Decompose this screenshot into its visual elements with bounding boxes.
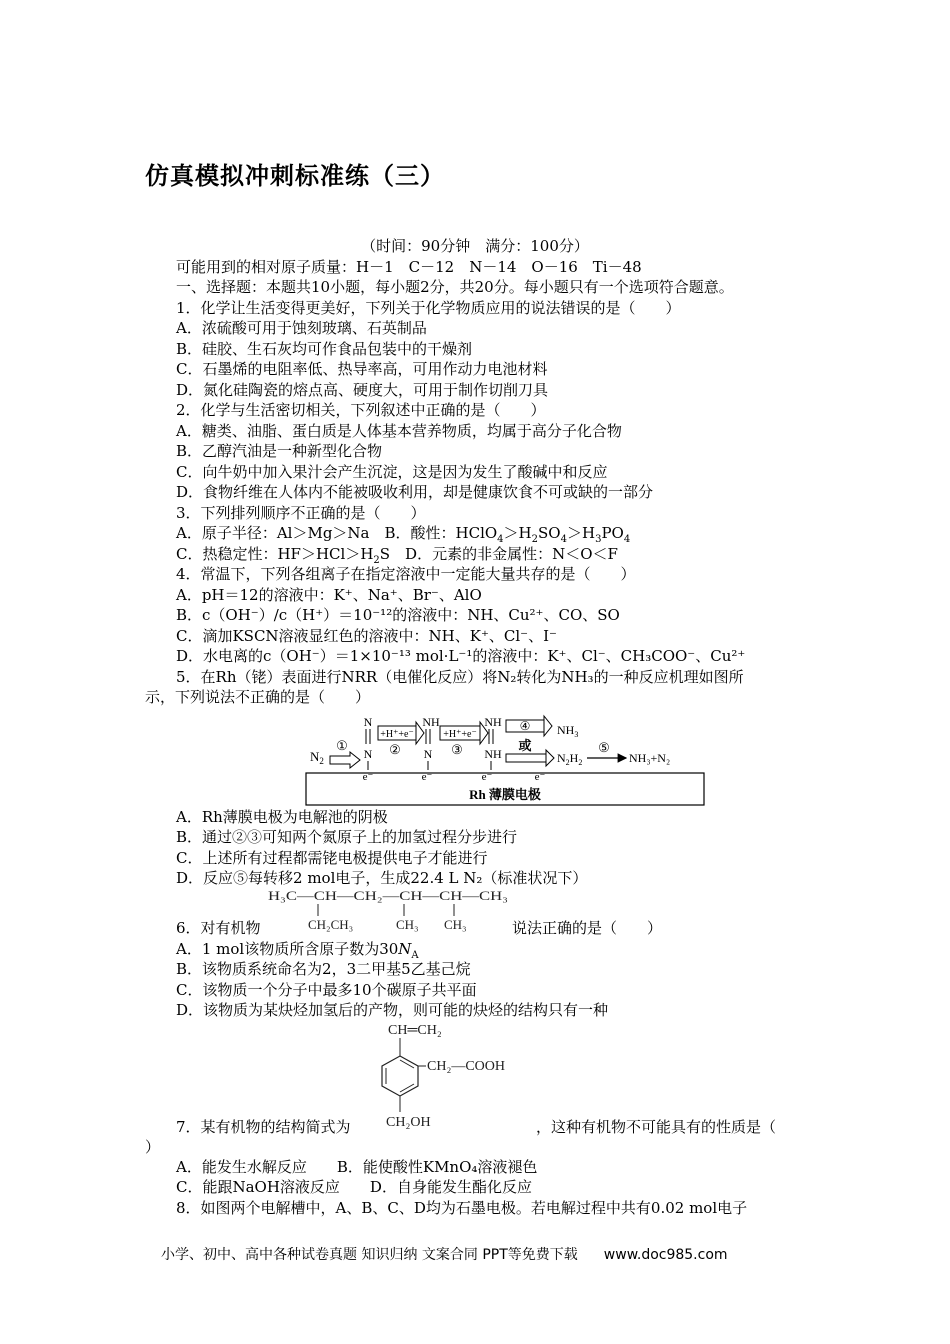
footer-text: 小学、初中、高中各种试卷真题 知识归纳 文案合同 PPT等免费下载 — [161, 1247, 578, 1263]
q7-hydroxymethyl-group: CH₂OH — [386, 1115, 431, 1130]
q6-branch-ethyl: CH₂CH₃ — [308, 917, 354, 932]
q3-stem: 3．下列排列顺序不正确的是（ ） — [176, 504, 426, 522]
atomic-mass-line: 可能用到的相对原子质量：H－1 C－12 N－14 O－16 Ti－48 — [176, 258, 642, 276]
footer — [161, 1244, 728, 1264]
q7-stem-wrap: ） — [145, 1138, 161, 1156]
q5-option-d: D．反应⑤每转移2 mol电子，生成22.4 L N₂（标准状况下） — [176, 869, 588, 887]
q6-main-chain: H₃C—CH—CH₂—CH—CH—CH₃ — [268, 888, 508, 903]
atom-nh: NH — [484, 747, 502, 761]
q7-options-cd: C．能跟NaOH溶液反应 D．自身能发生酯化反应 — [176, 1178, 532, 1196]
page-title: 仿真模拟冲刺标准练（三） — [145, 162, 445, 190]
q6-option-b: B．该物质系统命名为2，3二甲基5乙基己烷 — [176, 960, 471, 978]
q7-stem-pre: 7．某有机物的结构简式为 — [176, 1118, 351, 1136]
q7-acetic-acid-group: CH₂—COOH — [427, 1059, 505, 1074]
q1-option-c: C．石墨烯的电阻率低、热导率高，可用作动力电池材料 — [176, 360, 548, 378]
q6-stem-post: 说法正确的是（ ） — [512, 919, 663, 937]
h-plus-label: +H⁺+e⁻ — [380, 729, 414, 740]
q2-option-d: D．食物纤维在人体内不能被吸收利用，却是健康饮食不可或缺的一部分 — [176, 483, 654, 501]
nrr-mechanism-diagram — [300, 708, 710, 808]
n2h2-intermediate: $N_2H_2$ — [557, 751, 583, 767]
q6-branch-methyl: CH₃ — [444, 917, 467, 932]
q1-option-b: B．硅胶、生石灰均可作食品包装中的干燥剂 — [176, 340, 473, 358]
q7-vinyl-group: CH═CH₂ — [388, 1023, 442, 1038]
q4-stem: 4．常温下，下列各组离子在指定溶液中一定能大量共存的是（ ） — [176, 565, 636, 583]
electron-label: e⁻ — [421, 771, 433, 783]
step-3-label: ③ — [451, 742, 463, 757]
q5-stem-line2: 示，下列说法不正确的是（ ） — [145, 688, 371, 706]
q4-option-c: C．滴加KSCN溶液显红色的溶液中：NH、K⁺、Cl⁻、I⁻ — [176, 627, 557, 645]
q2-option-b: B．乙醇汽油是一种新型化合物 — [176, 442, 383, 460]
n2-reactant: $N_2$ — [310, 749, 324, 766]
step-1-label: ① — [336, 738, 348, 753]
q6-branch-methyl: CH₃ — [396, 917, 419, 932]
q1-option-d: D．氮化硅陶瓷的熔点高、硬度大，可用于制作切削刀具 — [176, 381, 549, 399]
q7-stem-post: ，这种有机物不可能具有的性质是（ — [536, 1118, 777, 1136]
q7-options-ab: A．能发生水解反应 B．能使酸性KMnO₄溶液褪色 — [176, 1158, 538, 1176]
footer-url[interactable]: www.doc985.com — [603, 1247, 728, 1263]
q5-option-b: B．通过②③可知两个氮原子上的加氢过程分步进行 — [176, 828, 518, 846]
atom-nh: NH — [484, 715, 502, 729]
q1-stem: 1．化学让生活变得更美好，下列关于化学物质应用的说法错误的是（ ） — [176, 299, 681, 317]
atom-nh: NH — [422, 715, 440, 729]
atom-n: N — [423, 747, 433, 761]
step-5-label: ⑤ — [598, 740, 610, 755]
q8-stem: 8．如图两个电解槽中，A、B、C、D均为石墨电极。若电解过程中共有0.02 mol电子 — [176, 1199, 748, 1217]
electron-label: e⁻ — [481, 771, 493, 783]
electron-label: e⁻ — [362, 771, 374, 783]
time-info: （时间：90分钟 满分：100分） — [361, 237, 589, 255]
q5-option-c: C．上述所有过程都需铑电极提供电子才能进行 — [176, 849, 488, 867]
q3-options-ab: A．原子半径：Al＞Mg＞Na B．酸性：$HClO_4>H_2SO_4>H_3PO_4$ — [176, 524, 631, 545]
atom-n: N — [363, 747, 373, 761]
or-label: 或 — [518, 738, 532, 753]
q6-stem-pre: 6．对有机物 — [176, 919, 261, 937]
h-plus-label: +H⁺+e⁻ — [443, 729, 477, 740]
q4-option-b: B．c（OH⁻）/c（H⁺）＝10⁻¹²的溶液中：NH、Cu²⁺、CO、SO — [176, 606, 620, 624]
section-heading: 一、选择题：本题共10小题，每小题2分，共20分。每小题只有一个选项符合题意。 — [176, 278, 734, 296]
q7-structure — [370, 1020, 540, 1132]
q6-option-c: C．该物质一个分子中最多10个碳原子共平面 — [176, 981, 477, 999]
q5-stem-line1: 5．在Rh（铑）表面进行NRR（电催化反应）将N₂转化为NH₃的一种反应机理如图所 — [176, 668, 744, 686]
q5-option-a: A．Rh薄膜电极为电解池的阴极 — [176, 808, 388, 826]
nh3-product: $NH_3$ — [557, 723, 579, 739]
q2-option-c: C．向牛奶中加入果汁会产生沉淀，这是因为发生了酸碱中和反应 — [176, 463, 608, 481]
plate-label: Rh 薄膜电极 — [469, 787, 541, 802]
q2-stem: 2．化学与生活密切相关，下列叙述中正确的是（ ） — [176, 401, 546, 419]
electron-label: e⁻ — [534, 771, 546, 783]
q3-options-cd: C．热稳定性：$HF>HCl>H_2S$ D．元素的非金属性：N＜O＜F — [176, 545, 618, 566]
step-4-label: ④ — [519, 719, 531, 733]
q6-option-a: A．1 mol该物质所含原子数为$30N_A$ — [176, 940, 419, 961]
q4-option-d: D．水电离的c（OH⁻）＝1×10⁻¹³ mol·L⁻¹的溶液中：K⁺、Cl⁻、CH₃COO⁻、Cu²⁺ — [176, 647, 746, 665]
q6-structure — [266, 886, 516, 934]
atom-n: N — [363, 715, 373, 729]
final-products: NH₃+N₂ — [629, 751, 671, 765]
q4-option-a: A．pH＝12的溶液中：K⁺、Na⁺、Br⁻、AlO — [176, 586, 482, 604]
q2-option-a: A．糖类、油脂、蛋白质是人体基本营养物质，均属于高分子化合物 — [176, 422, 622, 440]
q1-option-a: A．浓硫酸可用于蚀刻玻璃、石英制品 — [176, 319, 427, 337]
step-2-label: ② — [389, 742, 401, 757]
q6-option-d: D．该物质为某炔烃加氢后的产物，则可能的炔烃的结构只有一种 — [176, 1001, 609, 1019]
benzene-ring — [382, 1056, 418, 1096]
